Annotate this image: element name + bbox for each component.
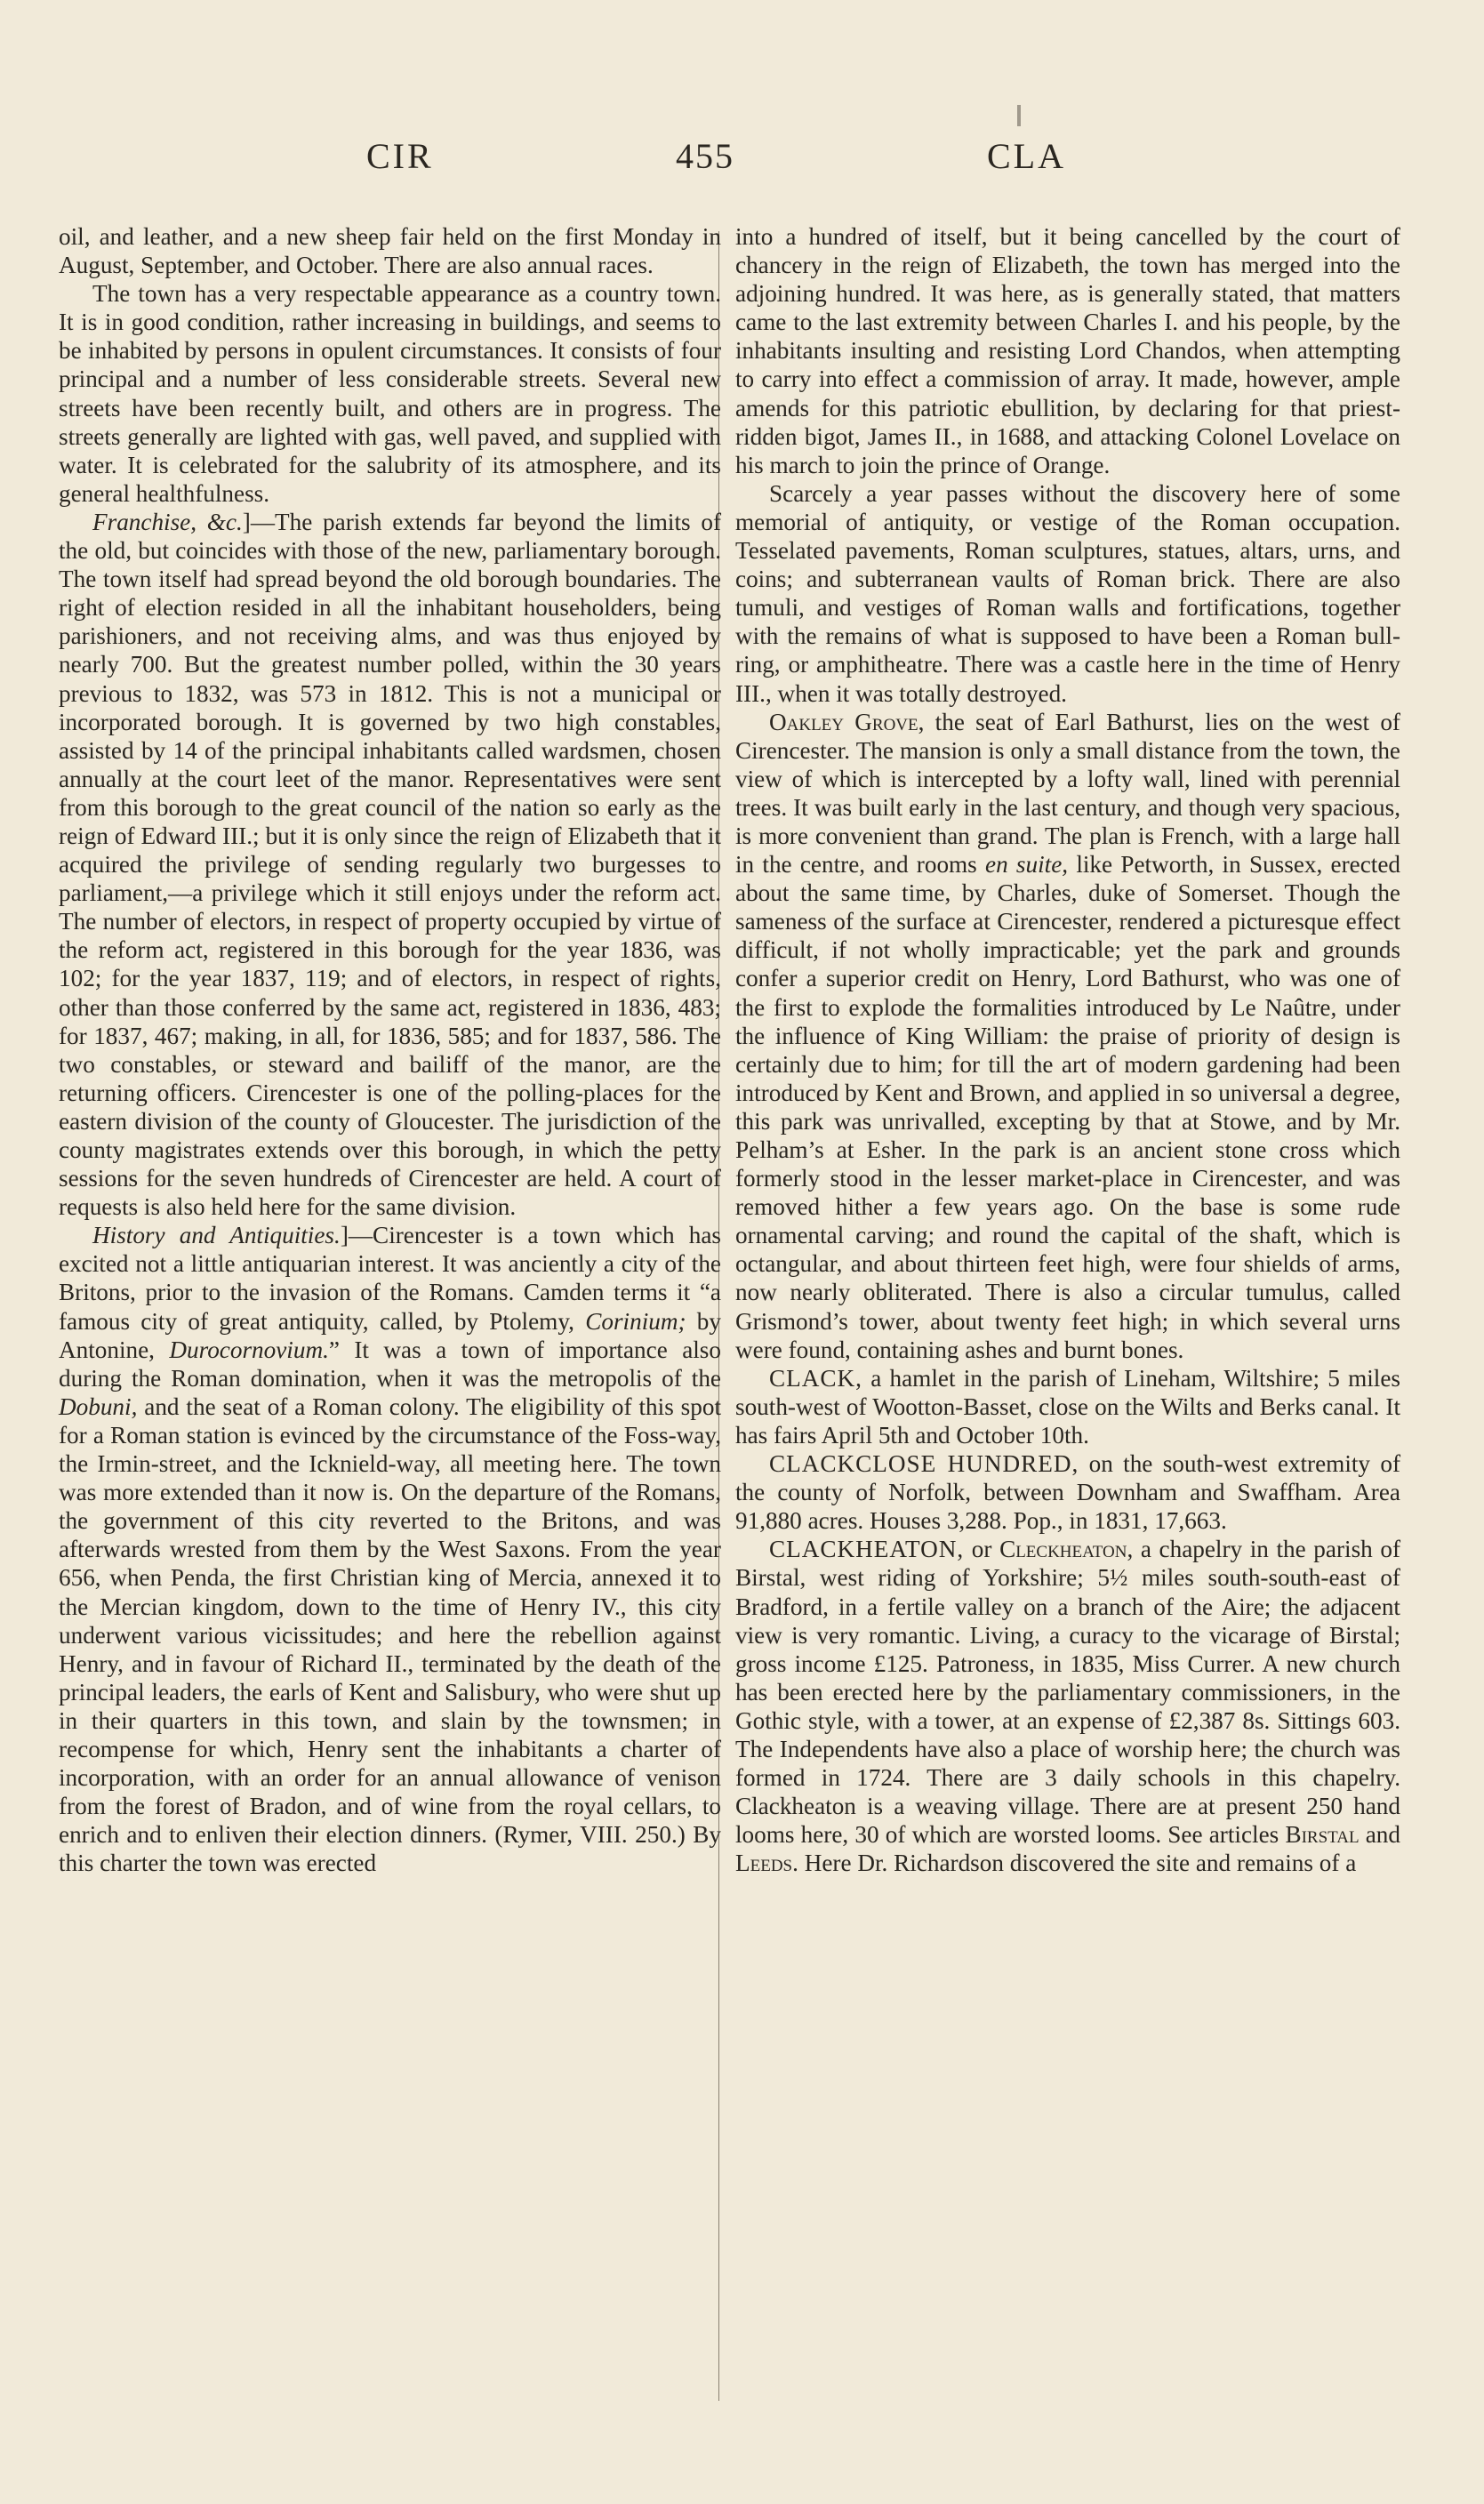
- history-dobuni: Dobuni,: [59, 1392, 138, 1420]
- running-header: [0, 135, 1484, 189]
- paragraph-oakley-grove: [735, 708, 1400, 1364]
- cross-ref-leeds: Leeds.: [735, 1850, 798, 1877]
- clackheaton-and: and: [1359, 1821, 1400, 1849]
- paragraph-market-fairs: oil, and leather, and a new sheep fair held on the first Monday in August, September, and October. There are also annual races.: [59, 223, 721, 279]
- entry-clackclose-hundred: [735, 1449, 1400, 1535]
- header-left-guide-word: CIR: [366, 136, 434, 176]
- clack-headword: CLACK,: [769, 1364, 862, 1392]
- paragraph-antiquities: Scarcely a year passes without the discovery here of some memorial of antiquity, or vestige of the Roman occupation. Tesselated pavements, Roman sculptures, statues, altars, urns, and coins; and subterranean vaults of Roman brick. There are also tumuli, and vestiges of Roman walls and fortifications, together with the remains of what is supposed to have been a Roman bull-ring, or amphitheatre. There was a castle here in the time of Henry III., when it was totally destroyed.: [735, 479, 1400, 707]
- history-text-c: ” It was a town of importance also during the Roman domination, when it was the metropolis of the: [59, 1336, 721, 1392]
- paragraph-history: [59, 1221, 721, 1877]
- oakley-en-suite: en suite,: [985, 851, 1069, 879]
- history-text-d: and the seat of a Roman colony. The eligibility of this spot for a Roman station is evinced by the circumstance of the Foss-way, the Irmin-street, and the Icknield-way, all meeting here. The town was more extended than it now is. On the departure of the Romans, the government of this city reverted to the Britons, and was afterwards wrested from them by the West Saxons. From the year 656, when Penda, the first Christian king of Mercia, annexed it to the Mercian kingdom, down to the time of Henry IV., this city underwent various vicissitudes; and here the rebellion against Henry, and in favour of Richard II., terminated by the death of the principal leaders, the earls of Kent and Salisbury, who were shut up in their quarters in this town, and slain by the townsmen; in recompense for which, Henry sent the inhabitants a charter of incorporation, with an order for an annual allowance of venison from the forest of Bradon, and of wine from the royal cellars, to enrich and to enliven their election dinners. (Rymer, VIII. 250.) By this charter the town was erected: [59, 1392, 721, 1877]
- cross-ref-birstal: Birstal: [1285, 1821, 1360, 1849]
- left-column: [59, 222, 721, 1877]
- history-label: History and Antiquities.: [92, 1222, 341, 1249]
- clack-text: a hamlet in the parish of Lineham, Wiltshire; 5 miles south-west of Wootton-Basset, close on the Wilts and Berks canal. It has fairs April 5th and October 10th.: [735, 1364, 1400, 1449]
- right-column: [735, 222, 1400, 1877]
- entry-clack: [735, 1364, 1400, 1449]
- entry-clackheaton: [735, 1535, 1400, 1877]
- clackclose-text: on the south-west extremity of the county of Norfolk, between Downham and Swaffham. Area 91,880 acres. Houses 3,288. Pop., in 1831, 17,663.: [735, 1450, 1400, 1535]
- oakley-text-a: the seat of Earl Bathurst, lies on the west of Cirencester. The mansion is only a small distance from the town, the view of which is intercepted by a lofty wall, lined with perennial trees. It was built early in the last century, and though very spacious, is more convenient than grand. The plan is French, with a large hall in the centre, and rooms: [735, 708, 1400, 879]
- history-text-b: by Antonine,: [59, 1307, 721, 1363]
- franchise-text: ]—The parish extends far beyond the limits of the old, but coincides with those of the new, parliamentary borough. The town itself had spread beyond the old borough boundaries. The right of election resided in all the inhabitant householders, being parishioners, and not receiving alms, and was thus enjoyed by nearly 700. But the greatest number polled, within the 30 years previous to 1832, was 573 in 1812. This is not a municipal or incorporated borough. It is governed by two high constables, assisted by 14 of the principal inhabitants called wardsmen, chosen annually at the court leet of the manor. Representatives were sent from this borough to the great council of the nation so early as the reign of Edward III.; but it is only since the reign of Elizabeth that it acquired the privilege of sending regularly two burgesses to parliament,—a privilege which it still enjoys under the reform act. The number of electors, in respect of property occupied by virtue of the reform act, registered in this borough for the year 1836, was 102; for the year 1837, 119; and of electors, in respect of rights, other than those conferred by the same act, registered in 1836, 483; for 1837, 467; making, in all, for 1836, 585; and for 1837, 586. The two constables, or steward and bailiff of the manor, are the returning officers. Cirencester is one of the polling-places for the eastern division of the county of Gloucester. The jurisdiction of the county magistrates extends over this borough, in which the petty sessions for the seven hundreds of Cirencester are held. A court of requests is also held here for the same division.: [59, 508, 722, 1221]
- franchise-label: Franchise, &c.: [92, 508, 243, 535]
- header-right-guide-word: CLA: [987, 136, 1066, 176]
- page-number: 455: [676, 136, 734, 176]
- oakley-grove-label: Oakley Grove,: [769, 708, 925, 735]
- history-text-a: ]—Cirencester is a town which has excited not a little antiquarian interest. It was anciently a city of the Britons, prior to the invasion of the Romans. Camden terms it “a famous city of great antiquity, called, by Ptolemy,: [59, 1222, 721, 1335]
- clackheaton-text-a: a chapelry in the parish of Birstal, west riding of Yorkshire; 5½ miles south-south-east of Bradford, in a fertile valley on a branch of the Aire; the adjacent view is very romantic. Living, a curacy to the vicarage of Birstal; gross income £125. Patroness, in 1835, Miss Currer. A new church has been erected here by the parliamentary commissioners, in the Gothic style, with a tower, at an expense of £2,387 8s. Sittings 603. The Independents have also a place of worship here; the church was formed in 1724. There are 3 daily schools in this chapelry. Clackheaton is a weaving village. There are at present 250 hand looms here, 30 of which are worsted looms. See articles: [735, 1536, 1401, 1849]
- page-mark: [1017, 105, 1021, 126]
- history-durocornovium: Durocornovium.: [169, 1336, 329, 1363]
- clackheaton-alt-name: Cleckheaton,: [999, 1536, 1134, 1563]
- paragraph-town-description: The town has a very respectable appearance as a country town. It is in good condition, rather increasing in buildings, and seems to be inhabited by persons in opulent circumstances. It consists of four principal and a number of less considerable streets. Several new streets have been recently built, and others are in progress. The streets generally are lighted with gas, well paved, and supplied with water. It is celebrated for the salubrity of its atmosphere, and its general healthfulness.: [59, 280, 721, 507]
- clackheaton-headword: CLACKHEATON,: [769, 1536, 965, 1563]
- paragraph-franchise: [59, 508, 721, 1221]
- clackheaton-text-b: Here Dr. Richardson discovered the site and remains of a: [798, 1850, 1357, 1877]
- clackclose-headword: CLACKCLOSE HUNDRED,: [769, 1450, 1079, 1478]
- oakley-text-b: like Petworth, in Sussex, erected about the same time, by Charles, duke of Somerset. Though the sameness of the surface at Cirencester, rendered a picturesque effect difficult, if not wholly impracticable; yet the park and grounds confer a superior credit on Henry, Lord Bathurst, who was one of the first to explode the formalities introduced by Le Naûtre, under the influence of King William: the praise of priority of design is certainly due to him; for till the art of modern gardening had been introduced by Kent and Brown, and applied in so universal a degree, this park was unrivalled, excepting by that at Stowe, and by Mr. Pelham’s at Esher. In the park is an ancient stone cross which formerly stood in the lesser market-place in Cirencester, and was removed hither a few years ago. On the base is some rude ornamental carving; and round the capital of the shaft, which is octangular, and about thirteen feet high, were four shields of arms, now nearly obliterated. There is also a circular tumulus, called Grismond’s tower, about twenty feet high; in which several urns were found, containing ashes and burnt bones.: [735, 851, 1400, 1363]
- paragraph-hundred: into a hundred of itself, but it being cancelled by the court of chancery in the reign of Elizabeth, the town has merged into the adjoining hundred. It was here, as is generally stated, that matters came to the last extremity between Charles I. and his people, by the inhabitants insulting and resisting Lord Chandos, when attempting to carry into effect a commission of array. It made, however, ample amends for this patriotic ebullition, by declaring for that priest-ridden bigot, James II., in 1688, and attacking Colonel Lovelace on his march to join the prince of Orange.: [735, 223, 1400, 478]
- history-corinium: Corinium;: [585, 1307, 686, 1335]
- clackheaton-or: or: [964, 1536, 1000, 1563]
